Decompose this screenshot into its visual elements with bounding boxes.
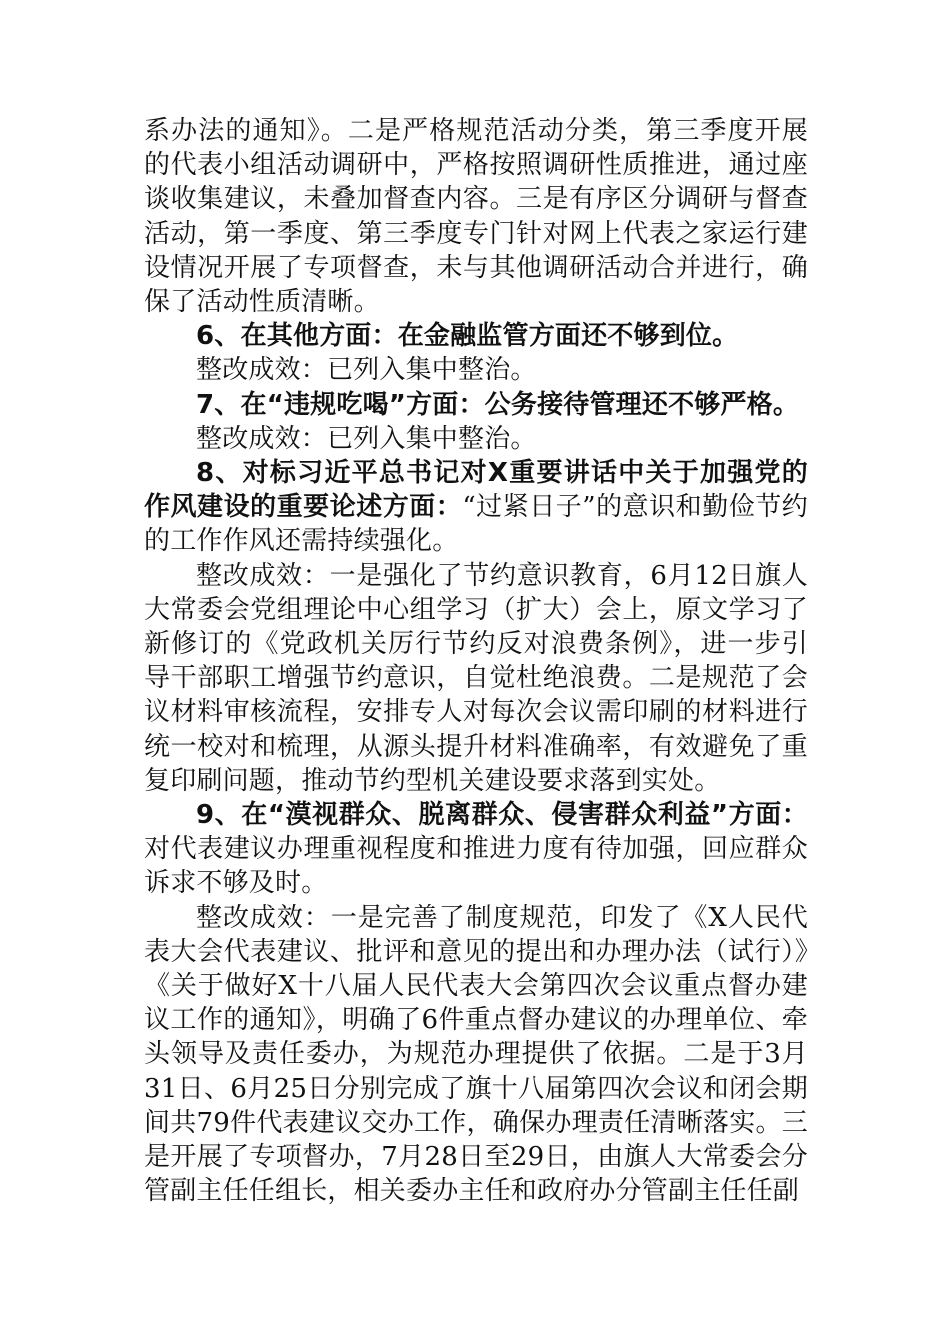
item-6-result: 整改成效：已列入集中整治。: [196, 355, 537, 386]
item-8-text: “过紧日子”的意识和勤俭节约的工作作风还需持续强化。: [144, 492, 808, 557]
item-9-heading: 9、在“漠视群众、脱离群众、侵害群众利益”方面：: [196, 800, 808, 831]
item-7-heading: 7、在“违规吃喝”方面：公务接待管理还不够严格。: [196, 389, 800, 420]
item-9-result: 整改成效：一是完善了制度规范，印发了《X人民代表大会代表建议、批评和意见的提出和办理办法（试行）》《关于做好X十八届人民代表大会第四次会议重点督办建议工作的通知》，明确了6件重点督办建议的办理单位、牵头领导及责任委办，为规范办理提供了依据。二是于3月31日、6月25日分别完成了旗十八届第四次会议和闭会期间共79件代表建议交办工作，确保办理责任清晰落实。三是开展了专项督办，7月28日至29日，由旗人大常委会分管副主任任组长，相关委办主任和政府办分管副主任任副: [144, 902, 808, 1207]
paragraph-continuation: 系办法的通知》。二是严格规范活动分类，第三季度开展的代表小组活动调研中，严格按照调研性质推进，通过座谈收集建议，未叠加督查内容。三是有序区分调研与督查活动，第一季度、第三季度专门针对网上代表之家运行建设情况开展了专项督查，未与其他调研活动合并进行，确保了活动性质清晰。: [144, 116, 808, 318]
item-9-paragraph: [144, 798, 808, 901]
document-page: [144, 114, 808, 1209]
item-7-result: 整改成效：已列入集中整治。: [196, 423, 537, 454]
item-8-heading: 8、对标习近平总书记对X重要讲话中关于加强党的作风建设的重要论述方面：: [144, 458, 808, 523]
item-6-heading: 6、在其他方面：在金融监管方面还不够到位。: [196, 321, 739, 352]
item-8-result: 整改成效：一是强化了节约意识教育，6月12日旗人大常委会党组理论中心组学习（扩大）会上，原文学习了新修订的《党政机关厉行节约反对浪费条例》，进一步引导干部职工增强节约意识，自觉杜绝浪费。二是规范了会议材料审核流程，安排专人对每次会议需印刷的材料进行统一校对和梳理，从源头提升材料准确率，有效避免了重复印刷问题，推动节约型机关建设要求落到实处。: [144, 560, 808, 796]
item-8-paragraph: [144, 456, 808, 559]
item-9-text: 对代表建议办理重视程度和推进力度有待加强，回应群众诉求不够及时。: [144, 834, 808, 899]
